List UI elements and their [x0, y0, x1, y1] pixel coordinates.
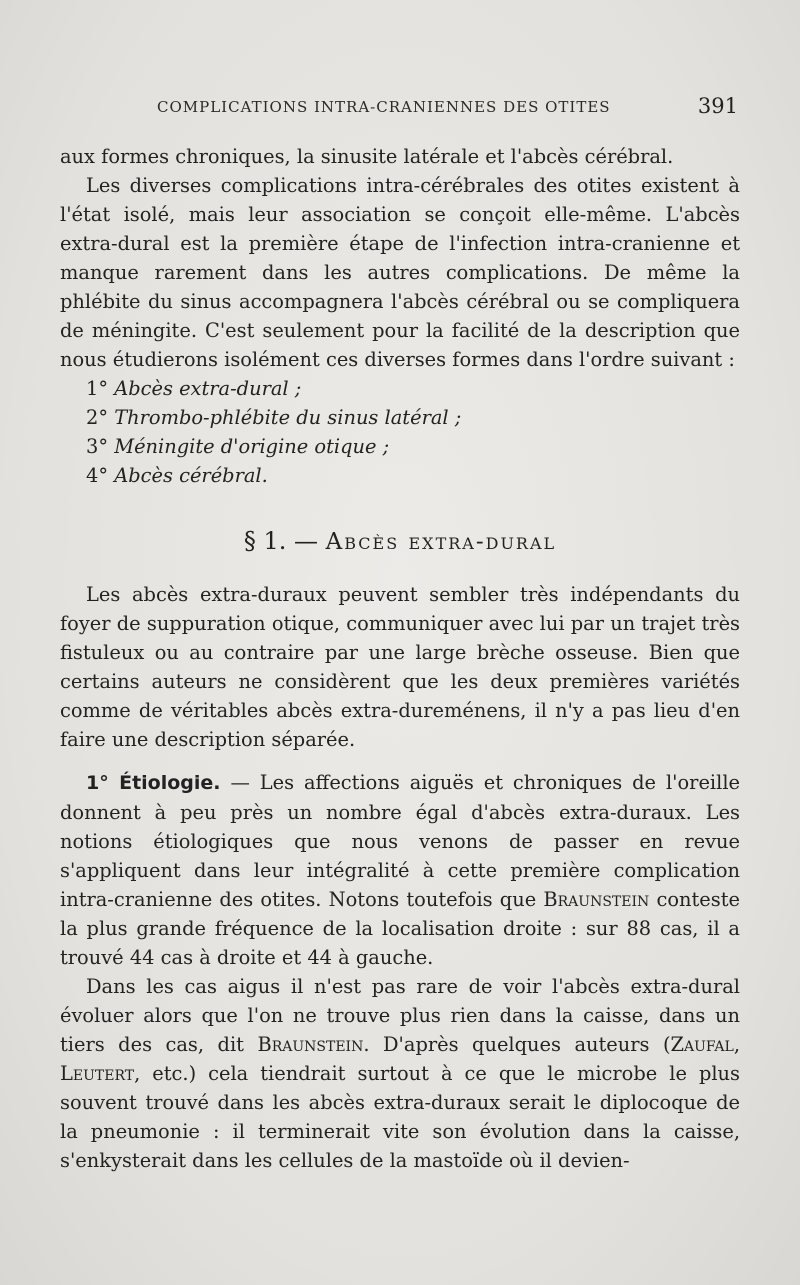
section-symbol: § 1.	[243, 527, 287, 555]
list-item-text: Abcès cérébral.	[114, 464, 268, 487]
list-item	[60, 403, 740, 432]
paragraph-text: . D'après quelques auteurs (	[363, 1033, 671, 1056]
paragraph-text: ,	[733, 1033, 740, 1056]
paragraph-text: Dans les cas aigus il n'est pas rare de voir l'abcès extra-dural évoluer alors que l'on ne trouve plus rien dans la caisse, dans un tiers des cas, dit	[60, 975, 740, 1056]
paragraph-gap	[60, 754, 740, 768]
list-item-text: Abcès extra-dural ;	[114, 377, 302, 400]
list-item-number: 4°	[86, 464, 109, 487]
paragraph-text: conteste la plus grande fréquence de la localisation droite : sur 88 cas, il a trouvé 44 cas à droite et 44 à gauche.	[60, 888, 740, 969]
paragraph-complications: Les diverses complications intra-cérébrales des otites existent à l'état isolé, mais leur association se conçoit elle-même. L'abcès extra-dural est la première étape de l'infection intra-cranienne et manque rarement dans les autres complications. De même la phlébite du sinus accompagnera l'abcès cérébral ou se compliquera de méningite. C'est seulement pour la facilité de la description que nous étudierons isolément ces diverses formes dans l'ordre suivant :	[60, 174, 740, 371]
list-item-number: 3°	[86, 435, 109, 458]
paragraph-definition: Les abcès extra-duraux peuvent sembler très indépendants du foyer de suppuration otique, communiquer avec lui par un trajet très fistuleux ou au contraire par une large brèche osseuse. Bien que certains auteurs ne considèrent que les deux premières variétés comme de véritables abcès extra-dureménens, il n'y a pas lieu d'en faire une description séparée.	[60, 583, 740, 751]
section-heading	[60, 502, 740, 580]
list-item	[60, 461, 740, 490]
page-header	[62, 94, 738, 126]
paragraph-text: , etc.) cela tiendrait surtout à ce que le microbe le plus souvent trouvé dans les abcès extra-duraux serait le diplocoque de la pneumonie : il terminerait vite son évolution dans la caisse, s'enkysterait dans les cellules de la mastoïde où il devien-	[60, 1062, 740, 1172]
author-name: Zaufal	[670, 1033, 734, 1056]
section-title: Abcès extra-dural	[325, 529, 557, 555]
list-item	[60, 432, 740, 461]
section-dash: —	[294, 527, 318, 555]
paragraph-text: — Les affections aiguës et chroniques de l'oreille donnent à peu près un nombre égal d'abcès extra-duraux. Les notions étiologiques que nous venons de passer en revue s'appliquent dans leur intégralité à cette première complication intra-cranienne des otites. Notons toutefois que	[60, 771, 740, 911]
complications-list	[60, 374, 740, 490]
list-item-text: Méningite d'origine otique ;	[114, 435, 390, 458]
list-item-number: 2°	[86, 406, 109, 429]
page-number: 391	[697, 94, 738, 118]
author-name: Braunstein	[543, 888, 650, 911]
author-name: Leutert	[60, 1062, 135, 1085]
paragraph-acute-cases	[60, 972, 740, 1175]
paragraph-continuation: aux formes chroniques, la sinusite latérale et l'abcès cérébral.	[60, 145, 674, 168]
list-item-text: Thrombo-phlébite du sinus latéral ;	[114, 406, 462, 429]
list-item-number: 1°	[86, 377, 109, 400]
page-body	[60, 142, 740, 1175]
author-name: Braunstein	[257, 1033, 364, 1056]
running-title: COMPLICATIONS INTRA-CRANIENNES DES OTITES	[157, 98, 611, 116]
paragraph-etiologie	[60, 768, 740, 972]
list-item	[60, 374, 740, 403]
subsection-heading: 1° Étiologie.	[86, 772, 221, 794]
